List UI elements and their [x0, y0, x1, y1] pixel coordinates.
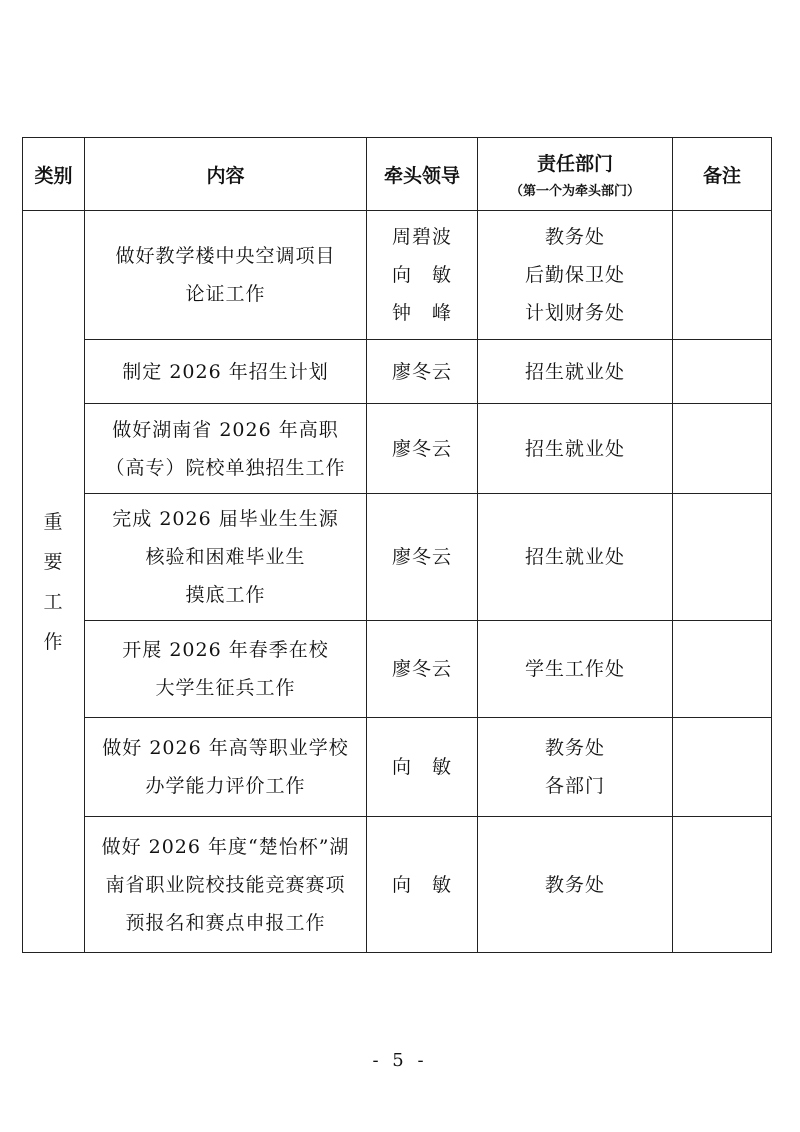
department-cell-line: 教务处 [544, 737, 605, 759]
leader-cell [367, 211, 478, 340]
department-cell-line: 学生工作处 [524, 658, 625, 680]
leader-cell [367, 718, 478, 817]
content-cell [85, 817, 367, 953]
content-cell-line: 南省职业院校技能竞赛赛项 [105, 873, 346, 896]
department-cell [478, 621, 673, 718]
department-cell-line: 招生就业处 [524, 546, 625, 568]
category-char: 作 [43, 630, 64, 653]
leader-cell-line: 向 敏 [391, 873, 452, 896]
leader-cell-line: 廖冬云 [391, 360, 452, 383]
remark-cell [673, 494, 772, 621]
remark-cell [673, 211, 772, 340]
header-leader: 牵头领导 [367, 138, 478, 211]
table-row [23, 340, 772, 404]
department-cell-line: 教务处 [544, 226, 605, 248]
content-cell [85, 211, 367, 340]
content-cell [85, 340, 367, 404]
work-plan-table [22, 137, 772, 953]
leader-cell [367, 817, 478, 953]
header-department [478, 138, 673, 211]
header-content: 内容 [85, 138, 367, 211]
leader-cell [367, 404, 478, 494]
table-row [23, 817, 772, 953]
remark-cell [673, 340, 772, 404]
content-cell [85, 718, 367, 817]
leader-cell-line: 廖冬云 [391, 658, 452, 680]
remark-cell [673, 621, 772, 718]
content-cell-line: 论证工作 [185, 283, 266, 305]
header-category: 类别 [23, 138, 85, 211]
department-cell-line: 计划财务处 [524, 302, 625, 324]
content-cell-line: 大学生征兵工作 [155, 677, 296, 699]
header-remark: 备注 [673, 138, 772, 211]
category-char: 重 [43, 510, 64, 533]
category-char: 工 [43, 590, 64, 613]
leader-cell-line: 向 敏 [391, 756, 452, 778]
department-cell-line: 招生就业处 [524, 360, 625, 383]
content-cell-line: 摸底工作 [185, 584, 266, 606]
department-cell [478, 494, 673, 621]
content-cell-line: 核验和困难毕业生 [145, 546, 306, 568]
table-row [23, 494, 772, 621]
table-body [23, 211, 772, 953]
content-cell-line: 开展 2026 年春季在校 [122, 639, 329, 661]
leader-cell-line: 向 敏 [391, 264, 452, 286]
department-cell-line: 招生就业处 [524, 437, 625, 460]
department-cell [478, 817, 673, 953]
content-cell-line: 完成 2026 届毕业生生源 [112, 508, 339, 530]
category-char: 要 [43, 550, 64, 573]
content-cell-line: 做好教学楼中央空调项目 [115, 245, 336, 267]
leader-cell [367, 340, 478, 404]
department-cell-line: 教务处 [544, 873, 605, 896]
remark-cell [673, 718, 772, 817]
department-cell [478, 211, 673, 340]
leader-cell [367, 621, 478, 718]
page-number: - 5 - [372, 1050, 428, 1071]
content-cell [85, 404, 367, 494]
table-row [23, 211, 772, 340]
header-department-label: 责任部门 [536, 153, 613, 175]
header-department-note: （第一个为牵头部门） [509, 184, 640, 199]
leader-cell-line: 廖冬云 [391, 546, 452, 568]
content-cell-line: 做好 2026 年高等职业学校 [102, 737, 349, 759]
leader-cell-line: 廖冬云 [391, 437, 452, 460]
department-cell [478, 718, 673, 817]
content-cell-line: 制定 2026 年招生计划 [122, 360, 329, 383]
department-cell-line: 后勤保卫处 [524, 264, 625, 286]
header-row [23, 138, 772, 211]
remark-cell [673, 817, 772, 953]
content-cell-line: （高专）院校单独招生工作 [105, 456, 346, 479]
leader-cell-line: 钟 峰 [391, 302, 452, 324]
leader-cell-line: 周碧波 [391, 226, 452, 248]
content-cell-line: 办学能力评价工作 [145, 775, 306, 797]
department-cell [478, 404, 673, 494]
content-cell-line: 做好湖南省 2026 年高职 [112, 418, 339, 441]
leader-cell [367, 494, 478, 621]
content-cell [85, 621, 367, 718]
content-cell-line: 预报名和赛点申报工作 [125, 911, 326, 934]
table-row [23, 621, 772, 718]
remark-cell [673, 404, 772, 494]
table-row [23, 404, 772, 494]
content-cell [85, 494, 367, 621]
department-cell [478, 340, 673, 404]
category-cell [23, 211, 85, 953]
department-cell-line: 各部门 [544, 775, 605, 797]
table-row [23, 718, 772, 817]
content-cell-line: 做好 2026 年度“楚怡杯”湖 [101, 835, 350, 858]
